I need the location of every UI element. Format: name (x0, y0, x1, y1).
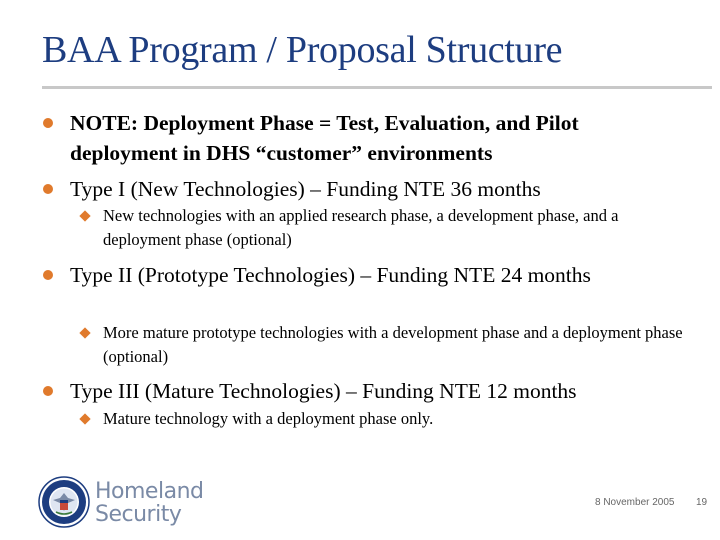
slide-title: BAA Program / Proposal Structure (42, 29, 563, 71)
bullet-dot-icon (43, 386, 53, 396)
bullet-note (70, 108, 690, 168)
sub-bullet-text: Mature technology with a deployment phase only. (103, 409, 434, 428)
page-number: 19 (696, 497, 708, 508)
logo-line-homeland: Homeland (95, 479, 204, 504)
sub-bullet-diamond-icon (79, 210, 90, 221)
bullet-dot-icon (43, 270, 53, 280)
sub-bullet-text: More mature prototype technologies with a development phase and a deployment phase (optional) (103, 323, 683, 366)
bullet-dot-icon (43, 118, 53, 128)
sub-bullet-text: New technologies with an applied research phase, a development phase, and a deployment phase (optional) (103, 206, 619, 249)
bullet-type-2 (70, 260, 690, 290)
bullet-type-3 (70, 376, 690, 406)
sub-bullet-type-2 (103, 321, 693, 369)
dhs-seal-icon (38, 476, 90, 528)
logo-wordmark (95, 480, 203, 526)
sub-bullet-diamond-icon (79, 327, 90, 338)
bullet-dot-icon (43, 184, 53, 194)
bullet-text: Type II (Prototype Technologies) – Funding NTE 24 months (70, 263, 591, 287)
sub-bullet-diamond-icon (79, 413, 90, 424)
sub-bullet-type-3 (103, 407, 693, 431)
title-divider (42, 86, 712, 89)
bullet-text: Type III (Mature Technologies) – Funding NTE 12 months (70, 379, 577, 403)
logo-line-security: Security (95, 502, 182, 527)
sub-bullet-type-1 (103, 204, 693, 252)
bullet-type-1 (70, 174, 690, 204)
bullet-text: NOTE: Deployment Phase = Test, Evaluation, and Pilot deployment in DHS “customer” environments (70, 111, 579, 165)
dhs-logo (38, 476, 228, 530)
bullet-text: Type I (New Technologies) – Funding NTE 36 months (70, 177, 541, 201)
footer-date: 8 November 2005 (595, 497, 675, 508)
